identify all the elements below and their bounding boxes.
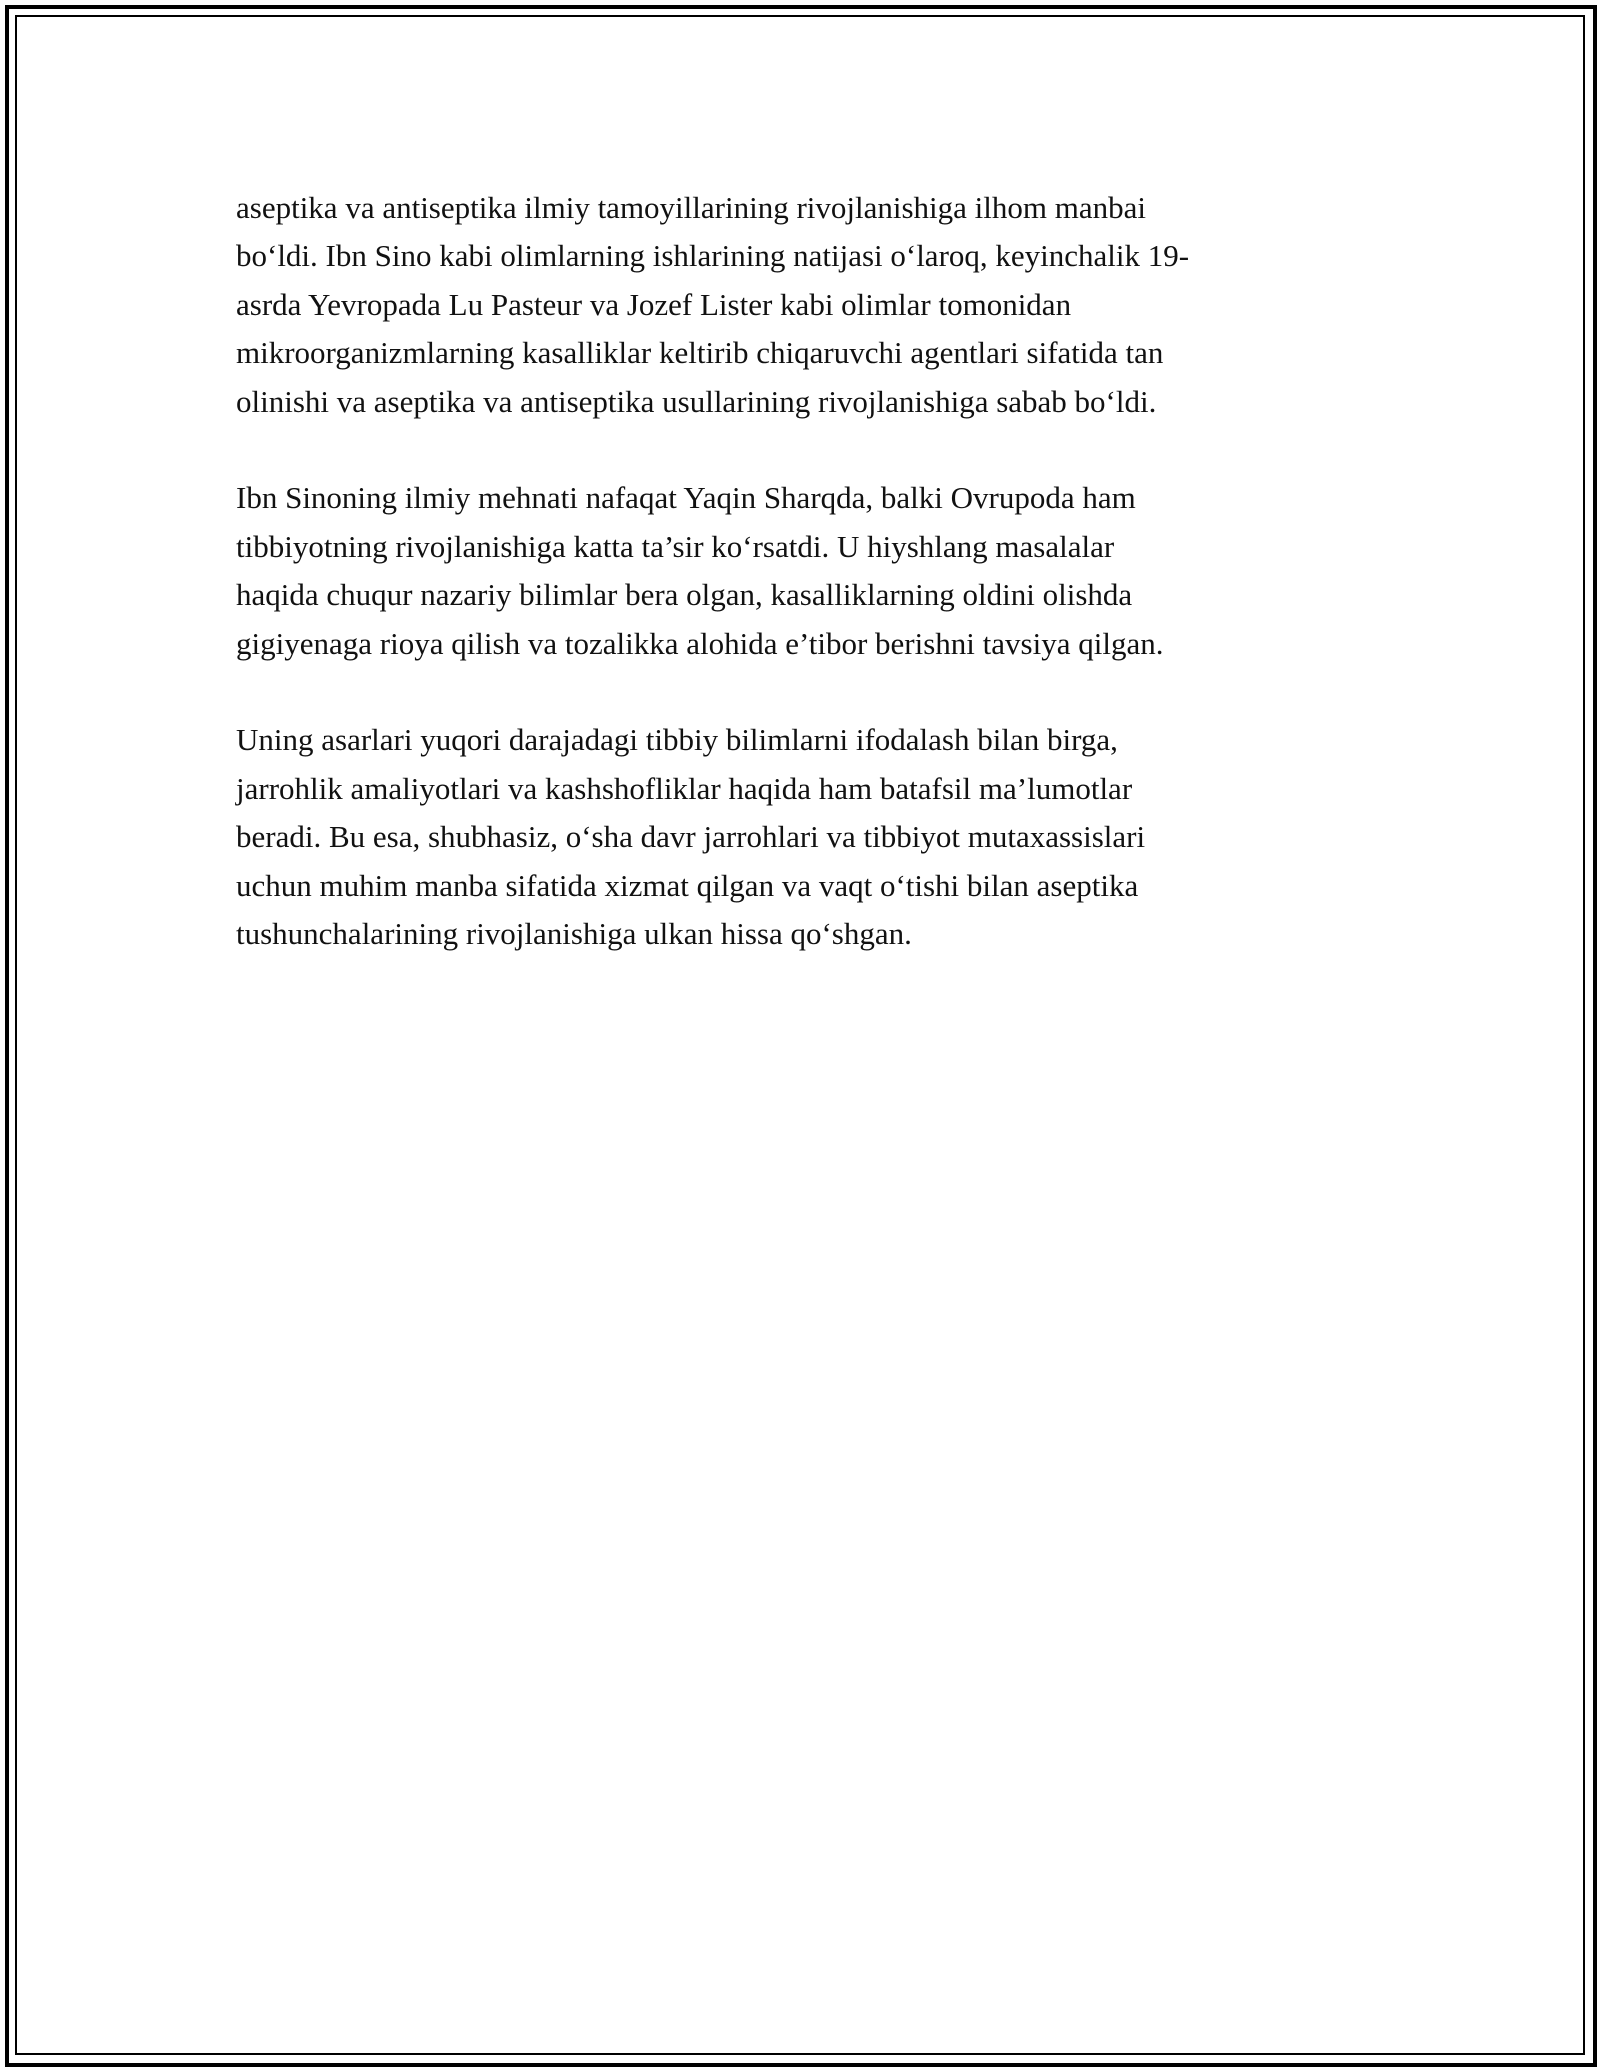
paragraph-3 bbox=[236, 716, 1386, 958]
text-line: mikroorganizmlarning kasalliklar keltirib chiqaruvchi agentlari sifatida tan bbox=[236, 335, 1164, 371]
text-line: tushunchalarining rivojlanishiga ulkan hissa qo‘shgan. bbox=[236, 916, 912, 952]
text-line: jarrohlik amaliyotlari va kashshofliklar haqida ham batafsil ma’lumotlar bbox=[236, 770, 1133, 806]
document-body bbox=[236, 184, 1386, 1007]
text-line: beradi. Bu esa, shubhasiz, o‘sha davr jarrohlari va tibbiyot mutaxassislari bbox=[236, 819, 1146, 855]
paragraph-2 bbox=[236, 474, 1386, 668]
text-line: tibbiyotning rivojlanishiga katta ta’sir ko‘rsatdi. U hiyshlang masalalar bbox=[236, 528, 1115, 564]
text-line: Uning asarlari yuqori darajadagi tibbiy bilimlarni ifodalash bilan birga, bbox=[236, 722, 1118, 758]
text-line: aseptika va antiseptika ilmiy tamoyillarining rivojlanishiga ilhom manbai bbox=[236, 190, 1147, 225]
text-line: asrda Yevropada Lu Pasteur va Jozef Lister kabi olimlar tomonidan bbox=[236, 286, 1072, 322]
text-line: olinishi va aseptika va antiseptika usullarining rivojlanishiga sabab bo‘ldi. bbox=[236, 383, 1157, 419]
paragraph-1 bbox=[236, 184, 1386, 426]
text-line: Ibn Sinoning ilmiy mehnati nafaqat Yaqin Sharqda, balki Ovrupoda ham bbox=[236, 480, 1136, 516]
text-line: uchun muhim manba sifatida xizmat qilgan va vaqt o‘tishi bilan aseptika bbox=[236, 867, 1139, 903]
text-line: haqida chuqur nazariy bilimlar bera olgan, kasalliklarning oldini olishda bbox=[236, 577, 1133, 613]
text-line: gigiyenaga rioya qilish va tozalikka alohida e’tibor berishni tavsiya qilgan. bbox=[236, 625, 1164, 661]
text-line: bo‘ldi. Ibn Sino kabi olimlarning ishlarining natijasi o‘laroq, keyinchalik 19- bbox=[236, 238, 1190, 274]
